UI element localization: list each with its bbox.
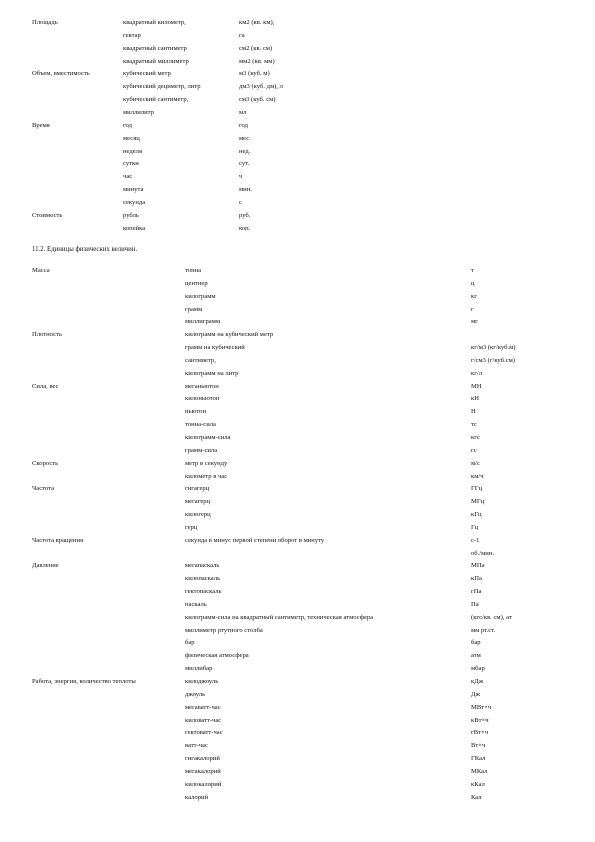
unit-name-cell: килоджоуль — [185, 678, 219, 685]
unit-name-cell: секунда — [123, 199, 146, 207]
table-row — [32, 715, 581, 728]
table-row — [32, 30, 359, 43]
table-row — [32, 560, 581, 573]
unit-abbreviation-cell: км2 (кв. км), — [239, 19, 275, 26]
unit-abbreviation-cell: год — [239, 121, 249, 129]
quantity-cell: Частота — [32, 485, 55, 493]
section-heading: 11.2. Единицы физических величин. — [32, 246, 138, 253]
table-row — [32, 94, 359, 107]
table-row — [32, 432, 581, 445]
unit-name-cell: сутки — [123, 160, 139, 168]
unit-name-cell: килоньютон — [185, 395, 220, 403]
unit-abbreviation-cell: МКал — [471, 767, 488, 775]
unit-abbreviation-cell: (кгс/кв. см), ат — [471, 613, 512, 621]
table-row — [32, 68, 359, 81]
table-row — [32, 81, 359, 94]
quantity-cell — [32, 753, 185, 766]
unit-abbreviation-cell: тс — [471, 421, 477, 429]
unit-abbreviation-cell — [471, 329, 581, 342]
table-row — [32, 158, 359, 171]
unit-abbreviation-cell: кг — [471, 292, 477, 300]
unit-name-cell: метр в секунду — [185, 459, 228, 467]
table-row — [32, 522, 581, 535]
quantity-cell — [32, 432, 185, 445]
unit-name-cell: мегаватт-час — [185, 703, 221, 711]
table-row — [32, 535, 581, 548]
table-row — [32, 342, 581, 355]
table-row — [32, 573, 581, 586]
quantity-cell: Давление — [32, 562, 59, 570]
table-row — [32, 146, 359, 159]
quantity-cell — [32, 291, 185, 304]
quantity-cell — [32, 612, 185, 625]
unit-name-cell: меганьютон — [185, 382, 219, 390]
table-row — [32, 368, 581, 381]
table-row — [32, 779, 581, 792]
unit-abbreviation-cell: об./мин. — [471, 549, 495, 557]
quantity-cell — [32, 393, 185, 406]
unit-abbreviation-cell: Н — [471, 408, 476, 416]
unit-abbreviation-cell: г — [471, 305, 474, 313]
table-row — [32, 43, 359, 56]
quantity-cell — [32, 792, 185, 805]
unit-name-cell: килокалорий — [185, 780, 222, 788]
unit-name-cell: калорий — [185, 793, 209, 801]
table-row — [32, 483, 581, 496]
unit-abbreviation-cell: ГГц — [471, 485, 483, 493]
quantity-cell — [32, 779, 185, 792]
unit-name-cell — [185, 548, 471, 561]
unit-name-cell: минута — [123, 186, 144, 194]
quantity-cell — [32, 702, 185, 715]
table-row — [32, 406, 581, 419]
unit-name-cell: килограмм-сила — [185, 433, 231, 441]
table-row — [32, 509, 581, 522]
table-row — [32, 727, 581, 740]
quantity-cell — [32, 650, 185, 663]
unit-abbreviation-cell: гВт×ч — [471, 729, 489, 737]
table-row — [32, 133, 359, 146]
unit-name-cell: кубический дециметр, литр — [123, 83, 201, 91]
unit-name-cell: тонна — [185, 267, 202, 274]
unit-abbreviation-cell: кг/л — [471, 369, 483, 377]
quantity-cell — [32, 496, 185, 509]
unit-name-cell: секунда в минус первой степени оборот в минуту — [185, 536, 325, 544]
unit-abbreviation-cell: мм2 (кв. мм) — [239, 57, 275, 65]
quantity-cell: Масса — [32, 267, 50, 274]
unit-abbreviation-cell: нед. — [239, 147, 251, 155]
unit-name-cell: килогерц — [185, 511, 211, 519]
unit-abbreviation-cell: с-1 — [471, 536, 480, 544]
table-row — [32, 17, 359, 30]
quantity-cell: Объем, вместимость — [32, 70, 90, 78]
table-row — [32, 471, 581, 484]
quantity-cell — [32, 368, 185, 381]
unit-abbreviation-cell: Гц — [471, 523, 479, 531]
quantity-cell — [32, 278, 185, 291]
quantity-cell — [32, 727, 185, 740]
unit-abbreviation-cell: гс — [471, 446, 477, 454]
quantity-cell — [32, 43, 123, 56]
units-table-general — [32, 17, 359, 236]
quantity-cell — [32, 766, 185, 779]
table-row — [32, 381, 581, 394]
unit-abbreviation-cell: кг/м3 (кг/куб.м) — [471, 344, 516, 352]
unit-name-cell: квадратный миллиметр — [123, 57, 189, 65]
unit-name-cell: грамм-сила — [185, 446, 218, 454]
quantity-cell — [32, 316, 185, 329]
quantity-cell — [32, 740, 185, 753]
quantity-cell — [32, 445, 185, 458]
unit-abbreviation-cell: км/ч — [471, 472, 484, 480]
unit-abbreviation-cell: мес. — [239, 134, 251, 142]
table-row — [32, 291, 581, 304]
table-row — [32, 689, 581, 702]
quantity-cell — [32, 548, 185, 561]
unit-name-cell: миллилитр — [123, 109, 154, 117]
unit-name-cell: грамм на кубический — [185, 344, 245, 352]
table-row — [32, 612, 581, 625]
unit-name-cell: неделя — [123, 147, 142, 155]
quantity-cell — [32, 625, 185, 638]
unit-name-cell: месяц — [123, 134, 140, 142]
unit-abbreviation-cell: МН — [471, 382, 482, 390]
unit-name-cell: килопаскаль — [185, 575, 221, 583]
table-row — [32, 702, 581, 715]
table-row — [32, 586, 581, 599]
quantity-cell — [32, 197, 123, 210]
unit-abbreviation-cell: мл — [239, 109, 247, 117]
table-row — [32, 184, 359, 197]
unit-abbreviation-cell: МВт×ч — [471, 703, 492, 711]
unit-abbreviation-cell: г/см3 (г/куб.см) — [471, 356, 515, 364]
quantity-cell: Скорость — [32, 459, 59, 467]
quantity-cell — [32, 81, 123, 94]
quantity-cell — [32, 158, 123, 171]
table-row — [32, 419, 581, 432]
unit-abbreviation-cell: кГц — [471, 511, 482, 519]
table-row — [32, 637, 581, 650]
unit-name-cell: миллиграмм — [185, 318, 221, 326]
unit-abbreviation-cell: см2 (кв. см) — [239, 44, 273, 52]
quantity-cell — [32, 599, 185, 612]
quantity-cell: Площадь — [32, 19, 58, 26]
table-row — [32, 663, 581, 676]
quantity-cell — [32, 406, 185, 419]
table-row — [32, 548, 581, 561]
unit-name-cell: сантиметр, — [185, 356, 216, 364]
unit-abbreviation-cell: МПа — [471, 562, 485, 570]
unit-abbreviation-cell: с — [239, 199, 242, 207]
unit-abbreviation-cell: га — [239, 31, 245, 39]
unit-abbreviation-cell: гПа — [471, 588, 482, 596]
unit-abbreviation-cell: ч — [239, 173, 243, 181]
quantity-cell — [32, 586, 185, 599]
quantity-cell — [32, 146, 123, 159]
quantity-cell — [32, 509, 185, 522]
unit-name-cell: герц — [185, 523, 198, 531]
unit-abbreviation-cell: Кал — [471, 793, 482, 801]
unit-name-cell: мегапаскаль — [185, 562, 220, 570]
table-row — [32, 278, 581, 291]
unit-abbreviation-cell: ГКал — [471, 755, 486, 763]
quantity-cell: Время — [32, 121, 50, 129]
table-row — [32, 223, 359, 236]
unit-name-cell: гектопаскаль — [185, 588, 222, 596]
table-row — [32, 107, 359, 120]
unit-abbreviation-cell: кгс — [471, 433, 480, 441]
table-row — [32, 676, 581, 689]
unit-name-cell: миллиметр ртутного столба — [185, 626, 263, 634]
table-row — [32, 304, 581, 317]
unit-name-cell: физическая атмосфера — [185, 652, 249, 660]
quantity-cell — [32, 689, 185, 702]
table-row — [32, 445, 581, 458]
unit-abbreviation-cell: кН — [471, 395, 479, 403]
quantity-cell — [32, 663, 185, 676]
quantity-cell: Работа, энергия, количество теплоты — [32, 678, 136, 685]
table-row — [32, 56, 359, 69]
quantity-cell — [32, 133, 123, 146]
unit-name-cell: кубический сантиметр, — [123, 96, 189, 104]
unit-abbreviation-cell: кВт×ч — [471, 716, 489, 724]
unit-name-cell: паскаль — [185, 600, 207, 608]
quantity-cell — [32, 355, 185, 368]
unit-name-cell: бар — [185, 639, 195, 647]
unit-name-cell: квадратный сантиметр — [123, 44, 187, 52]
quantity-cell: Стоимость — [32, 211, 63, 219]
unit-name-cell: грамм — [185, 305, 203, 313]
quantity-cell — [32, 94, 123, 107]
table-row — [32, 355, 581, 368]
quantity-cell — [32, 715, 185, 728]
unit-name-cell: килограмм на литр — [185, 369, 239, 377]
unit-name-cell: квадратный километр, — [123, 19, 186, 26]
unit-abbreviation-cell: кДж — [471, 678, 484, 685]
unit-abbreviation-cell: Дж — [471, 690, 481, 698]
unit-name-cell: гигагерц — [185, 485, 210, 493]
unit-name-cell: ньютон — [185, 408, 206, 416]
unit-name-cell: килограмм-сила на квадратный сантиметр, техническая атмосфера — [185, 613, 374, 621]
quantity-cell — [32, 522, 185, 535]
unit-abbreviation-cell: м/с — [471, 459, 480, 467]
unit-name-cell: гектар — [123, 31, 141, 39]
quantity-cell: Частота вращения — [32, 536, 84, 544]
unit-name-cell: копейка — [123, 224, 146, 232]
table-row — [32, 766, 581, 779]
unit-abbreviation-cell: см3 (куб. см) — [239, 96, 276, 104]
table-row — [32, 120, 359, 133]
table-row — [32, 316, 581, 329]
table-row — [32, 792, 581, 805]
table-row — [32, 599, 581, 612]
quantity-cell — [32, 471, 185, 484]
quantity-cell: Плотность — [32, 331, 62, 339]
unit-name-cell: километр в час — [185, 472, 228, 480]
quantity-cell — [32, 304, 185, 317]
quantity-cell — [32, 637, 185, 650]
table-row — [32, 210, 359, 223]
table-row — [32, 265, 581, 278]
quantity-cell — [32, 184, 123, 197]
unit-abbreviation-cell: мг — [471, 318, 478, 326]
unit-abbreviation-cell: сут. — [239, 160, 250, 168]
unit-name-cell: килограмм на кубический метр — [185, 331, 274, 339]
unit-name-cell: час — [123, 173, 133, 181]
unit-name-cell: тонна-сила — [185, 421, 216, 429]
unit-abbreviation-cell: дм3 (куб. дм), л — [239, 83, 283, 91]
units-table-physical — [32, 265, 581, 804]
unit-abbreviation-cell: мбар — [471, 665, 485, 673]
unit-abbreviation-cell: коп. — [239, 224, 251, 232]
unit-abbreviation-cell: руб. — [239, 211, 251, 219]
table-row — [32, 753, 581, 766]
table-row — [32, 496, 581, 509]
unit-abbreviation-cell: Вт×ч — [471, 742, 486, 750]
unit-abbreviation-cell: МГц — [471, 498, 485, 506]
unit-name-cell: год — [123, 121, 133, 129]
quantity-cell — [32, 171, 123, 184]
table-row — [32, 197, 359, 210]
unit-abbreviation-cell: мм рт.ст. — [471, 626, 496, 634]
unit-abbreviation-cell: кПа — [471, 575, 482, 583]
table-row — [32, 458, 581, 471]
unit-name-cell: кубический метр — [123, 70, 171, 78]
unit-abbreviation-cell: т — [471, 267, 474, 274]
unit-name-cell: центнер — [185, 279, 208, 287]
table-row — [32, 650, 581, 663]
unit-name-cell: миллибар — [185, 665, 213, 673]
table-row — [32, 393, 581, 406]
unit-name-cell: джоуль — [185, 690, 206, 698]
quantity-cell — [32, 342, 185, 355]
unit-name-cell: мегагерц — [185, 498, 211, 506]
unit-abbreviation-cell: атм — [471, 652, 481, 660]
unit-name-cell: ватт-час — [185, 742, 208, 750]
unit-abbreviation-cell: кКал — [471, 780, 485, 788]
table-row — [32, 740, 581, 753]
quantity-cell — [32, 223, 123, 236]
quantity-cell — [32, 30, 123, 43]
unit-name-cell: гигакалорий — [185, 755, 220, 763]
quantity-cell — [32, 419, 185, 432]
quantity-cell — [32, 573, 185, 586]
unit-abbreviation-cell: мин. — [239, 186, 252, 194]
table-row — [32, 329, 581, 342]
unit-name-cell: гектоватт-час — [185, 729, 223, 737]
quantity-cell — [32, 107, 123, 120]
unit-abbreviation-cell: ц — [471, 279, 475, 287]
unit-abbreviation-cell: бар — [471, 639, 481, 647]
unit-name-cell: киловатт-час — [185, 716, 222, 724]
unit-abbreviation-cell: м3 (куб. м) — [239, 70, 270, 78]
unit-name-cell: рубль — [123, 211, 139, 219]
unit-name-cell: килограмм — [185, 292, 216, 300]
unit-name-cell: мегакалорий — [185, 767, 221, 775]
table-row — [32, 171, 359, 184]
unit-abbreviation-cell: Па — [471, 600, 479, 608]
quantity-cell — [32, 56, 123, 69]
quantity-cell: Сила, вес — [32, 382, 59, 390]
table-row — [32, 625, 581, 638]
